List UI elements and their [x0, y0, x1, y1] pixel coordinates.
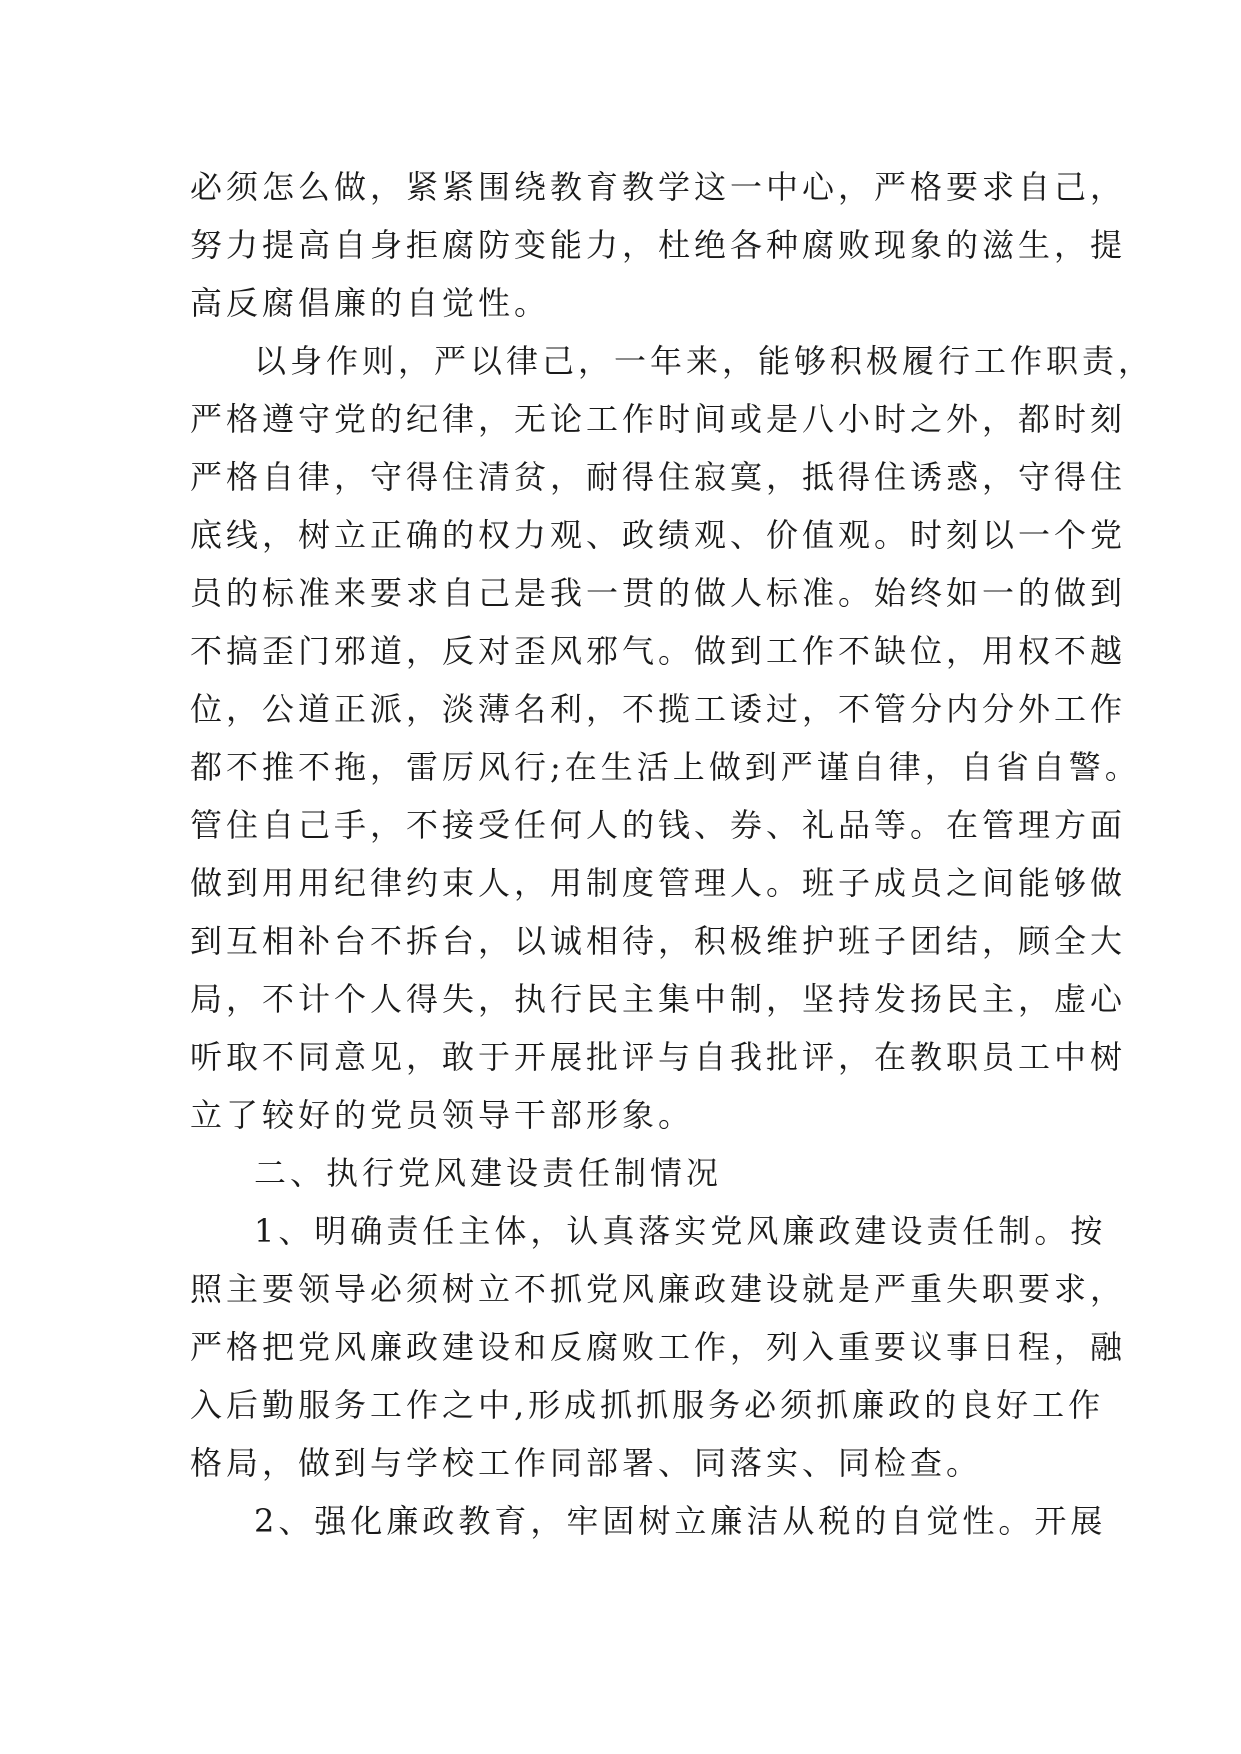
text-line: 严格遵守党的纪律，无论工作时间或是八小时之外，都时刻	[190, 400, 1127, 438]
text-line: 1、明确责任主体，认真落实党风廉政建设责任制。按	[254, 1212, 1107, 1250]
paragraph-self-discipline	[190, 332, 1155, 1144]
document-body	[190, 158, 1155, 1550]
text-line: 都不推不拖，雷厉风行;在生活上做到严谨自律，自省自警。	[190, 748, 1141, 786]
text-line: 格局，做到与学校工作同部署、同落实、同检查。	[190, 1444, 983, 1482]
text-line: 严格自律，守得住清贫，耐得住寂寞，抵得住诱惑，守得住	[190, 458, 1127, 496]
text-line: 局，不计个人得失，执行民主集中制，坚持发扬民主，虚心	[190, 980, 1127, 1018]
text-line: 高反腐倡廉的自觉性。	[190, 284, 551, 322]
text-line: 以身作则，严以律己，一年来，能够积极履行工作职责，	[254, 342, 1155, 380]
paragraph-item-1	[190, 1202, 1127, 1492]
text-line: 努力提高自身拒腐防变能力，杜绝各种腐败现象的滋生，提	[190, 226, 1127, 264]
text-line: 位，公道正派，淡薄名利，不揽工诿过，不管分内分外工作	[190, 690, 1127, 728]
text-line: 照主要领导必须树立不抓党风廉政建设就是严重失职要求，	[190, 1270, 1127, 1308]
text-line: 必须怎么做，紧紧围绕教育教学这一中心，严格要求自己，	[190, 168, 1127, 206]
text-line: 底线，树立正确的权力观、政绩观、价值观。时刻以一个党	[190, 516, 1127, 554]
text-line: 员的标准来要求自己是我一贯的做人标准。始终如一的做到	[190, 574, 1127, 612]
paragraph-continuation	[190, 158, 1127, 332]
text-line: 立了较好的党员领导干部形象。	[190, 1096, 695, 1134]
text-line: 做到用用纪律约束人，用制度管理人。班子成员之间能够做	[190, 864, 1127, 902]
section-heading-2	[190, 1144, 1060, 1202]
text-line: 2、强化廉政教育，牢固树立廉洁从税的自觉性。开展	[254, 1502, 1107, 1540]
text-line: 二、执行党风建设责任制情况	[254, 1154, 723, 1192]
text-line: 管住自己手，不接受任何人的钱、券、礼品等。在管理方面	[190, 806, 1127, 844]
text-line: 听取不同意见，敢于开展批评与自我批评，在教职员工中树	[190, 1038, 1127, 1076]
paragraph-item-2	[190, 1492, 1107, 1550]
text-line: 入后勤服务工作之中,形成抓抓服务必须抓廉政的良好工作	[190, 1386, 1105, 1424]
text-line: 到互相补台不拆台，以诚相待，积极维护班子团结，顾全大	[190, 922, 1127, 960]
text-line: 不搞歪门邪道，反对歪风邪气。做到工作不缺位，用权不越	[190, 632, 1127, 670]
text-line: 严格把党风廉政建设和反腐败工作，列入重要议事日程，融	[190, 1328, 1127, 1366]
